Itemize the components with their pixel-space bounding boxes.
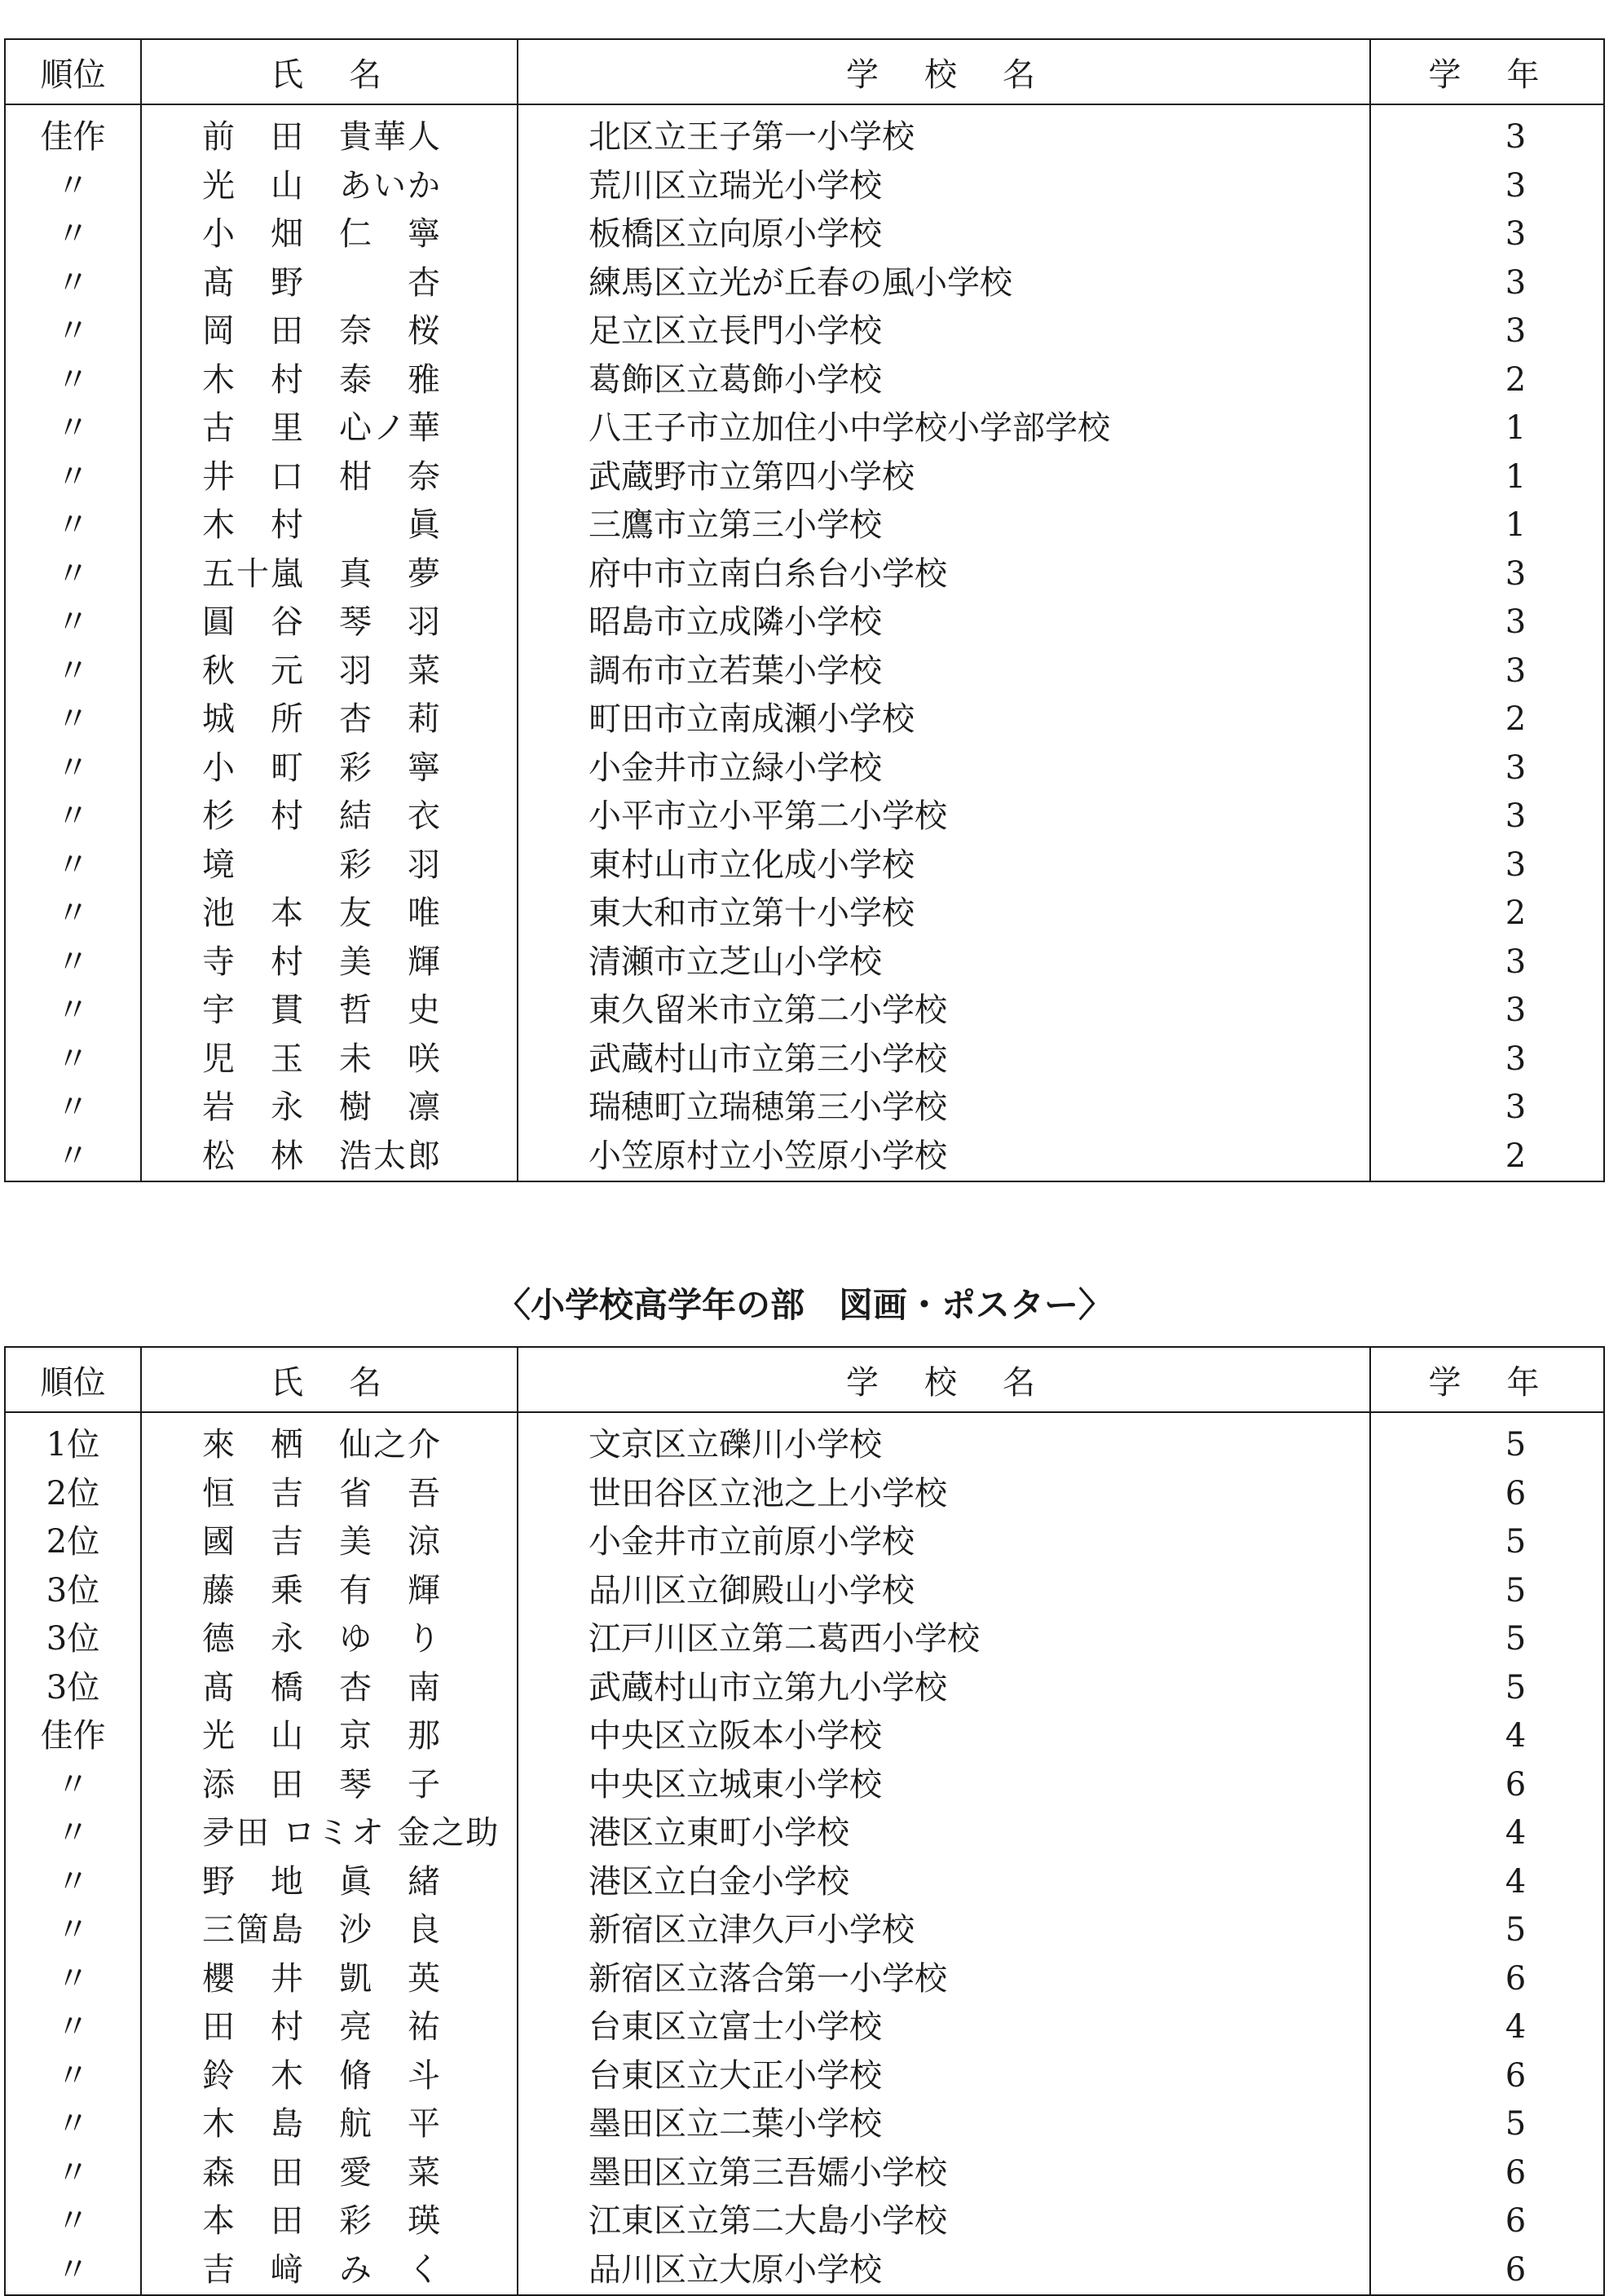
- grade-cell: 3: [1370, 841, 1604, 890]
- rank-cell: 〃: [5, 501, 141, 550]
- name-cell: 岡 田 奈 桜: [141, 307, 518, 356]
- grade-cell: 3: [1370, 104, 1604, 162]
- name-cell: 三箇島 沙 良: [141, 1906, 518, 1955]
- rank-cell: 〃: [5, 647, 141, 696]
- header-rank: 順位: [5, 1347, 141, 1412]
- table-row: [5, 2003, 1604, 2052]
- school-cell: 品川区立御殿山小学校: [518, 1567, 1370, 1616]
- table-row: [5, 501, 1604, 550]
- grade-cell: 3: [1370, 1084, 1604, 1133]
- school-cell: 江東区立第二大島小学校: [518, 2197, 1370, 2246]
- table-row: [5, 1712, 1604, 1761]
- rank-cell: 〃: [5, 793, 141, 841]
- rank-cell: 〃: [5, 890, 141, 938]
- rank-cell: 1位: [5, 1412, 141, 1470]
- name-cell: 添 田 琴 子: [141, 1761, 518, 1810]
- rank-cell: 〃: [5, 598, 141, 647]
- rank-cell: 〃: [5, 356, 141, 405]
- rank-cell: 〃: [5, 2197, 141, 2246]
- grade-cell: 3: [1370, 598, 1604, 647]
- name-cell: 池 本 友 唯: [141, 890, 518, 938]
- name-cell: 夛田 ロミオ 金之助: [141, 1809, 518, 1858]
- name-cell: 髙 橋 杏 南: [141, 1664, 518, 1713]
- grade-cell: 6: [1370, 1955, 1604, 2004]
- school-cell: 新宿区立落合第一小学校: [518, 1955, 1370, 2004]
- school-cell: 台東区立富士小学校: [518, 2003, 1370, 2052]
- rank-cell: 〃: [5, 2246, 141, 2296]
- name-cell: 宇 貫 哲 史: [141, 987, 518, 1035]
- rank-cell: 〃: [5, 307, 141, 356]
- table-row: [5, 598, 1604, 647]
- rank-cell: 〃: [5, 841, 141, 890]
- rank-cell: 〃: [5, 259, 141, 308]
- grade-cell: 4: [1370, 1858, 1604, 1907]
- table-row: [5, 1412, 1604, 1470]
- school-cell: 文京区立礫川小学校: [518, 1412, 1370, 1470]
- grade-cell: 5: [1370, 1664, 1604, 1713]
- name-cell: 秋 元 羽 菜: [141, 647, 518, 696]
- school-cell: 中央区立阪本小学校: [518, 1712, 1370, 1761]
- name-cell: 野 地 眞 緒: [141, 1858, 518, 1907]
- rank-cell: 2位: [5, 1518, 141, 1567]
- table-row: [5, 356, 1604, 405]
- table-row: [5, 259, 1604, 308]
- table-row: [5, 1615, 1604, 1664]
- grade-cell: 3: [1370, 1035, 1604, 1084]
- table-row: [5, 1470, 1604, 1519]
- rank-cell: 〃: [5, 162, 141, 211]
- table-row: [5, 695, 1604, 744]
- school-cell: 北区立王子第一小学校: [518, 104, 1370, 162]
- table-header-row: [5, 1347, 1604, 1412]
- name-cell: 光 山 京 那: [141, 1712, 518, 1761]
- rank-cell: 〃: [5, 1035, 141, 1084]
- rank-cell: 〃: [5, 2100, 141, 2149]
- school-cell: 調布市立若葉小学校: [518, 647, 1370, 696]
- table-row: [5, 1518, 1604, 1567]
- grade-cell: 2: [1370, 890, 1604, 938]
- name-cell: 吉 﨑 み く: [141, 2246, 518, 2296]
- rank-cell: 3位: [5, 1567, 141, 1616]
- school-cell: 武蔵村山市立第三小学校: [518, 1035, 1370, 1084]
- header-rank: 順位: [5, 39, 141, 104]
- header-grade: 学 年: [1370, 39, 1604, 104]
- rank-cell: 3位: [5, 1664, 141, 1713]
- grade-cell: 5: [1370, 2100, 1604, 2149]
- grade-cell: 4: [1370, 2003, 1604, 2052]
- school-cell: 小笠原村立小笠原小学校: [518, 1133, 1370, 1182]
- school-cell: 武蔵村山市立第九小学校: [518, 1664, 1370, 1713]
- school-cell: 板橋区立向原小学校: [518, 210, 1370, 259]
- grade-cell: 6: [1370, 1761, 1604, 1810]
- table-row: [5, 2052, 1604, 2101]
- name-cell: 恒 吉 省 吾: [141, 1470, 518, 1519]
- school-cell: 足立区立長門小学校: [518, 307, 1370, 356]
- grade-cell: 6: [1370, 2149, 1604, 2198]
- school-cell: 中央区立城東小学校: [518, 1761, 1370, 1810]
- section-title: 〈小学校高学年の部 図画・ポスター〉: [496, 1285, 1113, 1325]
- rank-cell: 〃: [5, 695, 141, 744]
- grade-cell: 3: [1370, 938, 1604, 987]
- name-cell: 井 口 柑 奈: [141, 453, 518, 502]
- grade-cell: 6: [1370, 2052, 1604, 2101]
- table-row: [5, 1084, 1604, 1133]
- grade-cell: 3: [1370, 793, 1604, 841]
- school-cell: 小金井市立緑小学校: [518, 744, 1370, 793]
- school-cell: 台東区立大正小学校: [518, 2052, 1370, 2101]
- grade-cell: 4: [1370, 1712, 1604, 1761]
- rank-cell: 〃: [5, 2149, 141, 2198]
- table-row: [5, 2149, 1604, 2198]
- rank-cell: 〃: [5, 1906, 141, 1955]
- grade-cell: 1: [1370, 404, 1604, 453]
- name-cell: 木 島 航 平: [141, 2100, 518, 2149]
- school-cell: 墨田区立第三吾嬬小学校: [518, 2149, 1370, 2198]
- table-row: [5, 1664, 1604, 1713]
- table-row: [5, 550, 1604, 599]
- table-row: [5, 647, 1604, 696]
- table-row: [5, 307, 1604, 356]
- name-cell: 寺 村 美 輝: [141, 938, 518, 987]
- table-row: [5, 1035, 1604, 1084]
- awards-table-1: [4, 38, 1605, 1182]
- table-row: [5, 210, 1604, 259]
- grade-cell: 3: [1370, 744, 1604, 793]
- grade-cell: 3: [1370, 162, 1604, 211]
- grade-cell: 3: [1370, 210, 1604, 259]
- grade-cell: 2: [1370, 1133, 1604, 1182]
- table-row: [5, 2197, 1604, 2246]
- rank-cell: 〃: [5, 1858, 141, 1907]
- school-cell: 荒川区立瑞光小学校: [518, 162, 1370, 211]
- table-row: [5, 2100, 1604, 2149]
- table-header-row: [5, 39, 1604, 104]
- school-cell: 墨田区立二葉小学校: [518, 2100, 1370, 2149]
- school-cell: 葛飾区立葛飾小学校: [518, 356, 1370, 405]
- school-cell: 品川区立大原小学校: [518, 2246, 1370, 2296]
- rank-cell: 佳作: [5, 104, 141, 162]
- school-cell: 世田谷区立池之上小学校: [518, 1470, 1370, 1519]
- name-cell: 小 町 彩 寧: [141, 744, 518, 793]
- grade-cell: 2: [1370, 356, 1604, 405]
- name-cell: 田 村 亮 祐: [141, 2003, 518, 2052]
- table-body-2: [5, 1412, 1604, 2295]
- name-cell: 藤 乗 有 輝: [141, 1567, 518, 1616]
- name-cell: 光 山 あいか: [141, 162, 518, 211]
- rank-cell: 〃: [5, 1809, 141, 1858]
- rank-cell: 〃: [5, 987, 141, 1035]
- rank-cell: 佳作: [5, 1712, 141, 1761]
- table-row: [5, 2246, 1604, 2296]
- grade-cell: 5: [1370, 1567, 1604, 1616]
- grade-cell: 1: [1370, 501, 1604, 550]
- grade-cell: 4: [1370, 1809, 1604, 1858]
- school-cell: 府中市立南白糸台小学校: [518, 550, 1370, 599]
- school-cell: 清瀬市立芝山小学校: [518, 938, 1370, 987]
- table-row: [5, 104, 1604, 162]
- grade-cell: 5: [1370, 1412, 1604, 1470]
- rank-cell: 〃: [5, 2003, 141, 2052]
- rank-cell: 〃: [5, 210, 141, 259]
- table-row: [5, 1906, 1604, 1955]
- school-cell: 練馬区立光が丘春の風小学校: [518, 259, 1370, 308]
- name-cell: 五十嵐 真 夢: [141, 550, 518, 599]
- table-row: [5, 987, 1604, 1035]
- school-cell: 小平市立小平第二小学校: [518, 793, 1370, 841]
- school-cell: 東村山市立化成小学校: [518, 841, 1370, 890]
- table-row: [5, 890, 1604, 938]
- grade-cell: 3: [1370, 259, 1604, 308]
- rank-cell: 〃: [5, 744, 141, 793]
- rank-cell: 〃: [5, 938, 141, 987]
- name-cell: 本 田 彩 瑛: [141, 2197, 518, 2246]
- header-grade: 学 年: [1370, 1347, 1604, 1412]
- name-cell: 杉 村 結 衣: [141, 793, 518, 841]
- grade-cell: 3: [1370, 987, 1604, 1035]
- name-cell: 前 田 貴華人: [141, 104, 518, 162]
- table-row: [5, 1955, 1604, 2004]
- header-name: 氏 名: [141, 1347, 518, 1412]
- name-cell: 髙 野 杏: [141, 259, 518, 308]
- name-cell: 岩 永 樹 凛: [141, 1084, 518, 1133]
- table-row: [5, 453, 1604, 502]
- rank-cell: 2位: [5, 1470, 141, 1519]
- school-cell: 港区立東町小学校: [518, 1809, 1370, 1858]
- header-name: 氏 名: [141, 39, 518, 104]
- school-cell: 小金井市立前原小学校: [518, 1518, 1370, 1567]
- grade-cell: 1: [1370, 453, 1604, 502]
- table-row: [5, 404, 1604, 453]
- table-row: [5, 744, 1604, 793]
- grade-cell: 5: [1370, 1906, 1604, 1955]
- school-cell: 三鷹市立第三小学校: [518, 501, 1370, 550]
- grade-cell: 3: [1370, 307, 1604, 356]
- school-cell: 八王子市立加住小中学校小学部学校: [518, 404, 1370, 453]
- table-row: [5, 1133, 1604, 1182]
- rank-cell: 〃: [5, 550, 141, 599]
- name-cell: 木 村 眞: [141, 501, 518, 550]
- school-cell: 武蔵野市立第四小学校: [518, 453, 1370, 502]
- table-row: [5, 162, 1604, 211]
- name-cell: 來 栖 仙之介: [141, 1412, 518, 1470]
- table-row: [5, 793, 1604, 841]
- name-cell: 児 玉 未 咲: [141, 1035, 518, 1084]
- table-body-1: [5, 104, 1604, 1181]
- school-cell: 江戸川区立第二葛西小学校: [518, 1615, 1370, 1664]
- school-cell: 瑞穂町立瑞穂第三小学校: [518, 1084, 1370, 1133]
- table-row: [5, 938, 1604, 987]
- awards-table-2: [4, 1346, 1605, 2296]
- name-cell: 櫻 井 凱 英: [141, 1955, 518, 2004]
- name-cell: 德 永 ゆ り: [141, 1615, 518, 1664]
- name-cell: 境 彩 羽: [141, 841, 518, 890]
- school-cell: 新宿区立津久戸小学校: [518, 1906, 1370, 1955]
- rank-cell: 〃: [5, 1761, 141, 1810]
- rank-cell: 〃: [5, 2052, 141, 2101]
- rank-cell: 〃: [5, 453, 141, 502]
- name-cell: 鈴 木 脩 斗: [141, 2052, 518, 2101]
- header-school: 学 校 名: [518, 39, 1370, 104]
- name-cell: 森 田 愛 菜: [141, 2149, 518, 2198]
- grade-cell: 6: [1370, 2197, 1604, 2246]
- table-row: [5, 1761, 1604, 1810]
- rank-cell: 〃: [5, 1955, 141, 2004]
- name-cell: 城 所 杏 莉: [141, 695, 518, 744]
- grade-cell: 3: [1370, 647, 1604, 696]
- name-cell: 木 村 泰 雅: [141, 356, 518, 405]
- school-cell: 東久留米市立第二小学校: [518, 987, 1370, 1035]
- grade-cell: 2: [1370, 695, 1604, 744]
- rank-cell: 〃: [5, 404, 141, 453]
- name-cell: 松 林 浩太郎: [141, 1133, 518, 1182]
- grade-cell: 3: [1370, 550, 1604, 599]
- name-cell: 小 畑 仁 寧: [141, 210, 518, 259]
- grade-cell: 6: [1370, 1470, 1604, 1519]
- school-cell: 昭島市立成隣小学校: [518, 598, 1370, 647]
- school-cell: 東大和市立第十小学校: [518, 890, 1370, 938]
- table-row: [5, 1567, 1604, 1616]
- grade-cell: 5: [1370, 1615, 1604, 1664]
- name-cell: 圓 谷 琴 羽: [141, 598, 518, 647]
- table-row: [5, 1809, 1604, 1858]
- grade-cell: 5: [1370, 1518, 1604, 1567]
- rank-cell: 〃: [5, 1133, 141, 1182]
- rank-cell: 3位: [5, 1615, 141, 1664]
- header-school: 学 校 名: [518, 1347, 1370, 1412]
- school-cell: 港区立白金小学校: [518, 1858, 1370, 1907]
- school-cell: 町田市立南成瀬小学校: [518, 695, 1370, 744]
- table-row: [5, 1858, 1604, 1907]
- name-cell: 古 里 心ノ華: [141, 404, 518, 453]
- table-row: [5, 841, 1604, 890]
- name-cell: 國 吉 美 涼: [141, 1518, 518, 1567]
- grade-cell: 6: [1370, 2246, 1604, 2296]
- rank-cell: 〃: [5, 1084, 141, 1133]
